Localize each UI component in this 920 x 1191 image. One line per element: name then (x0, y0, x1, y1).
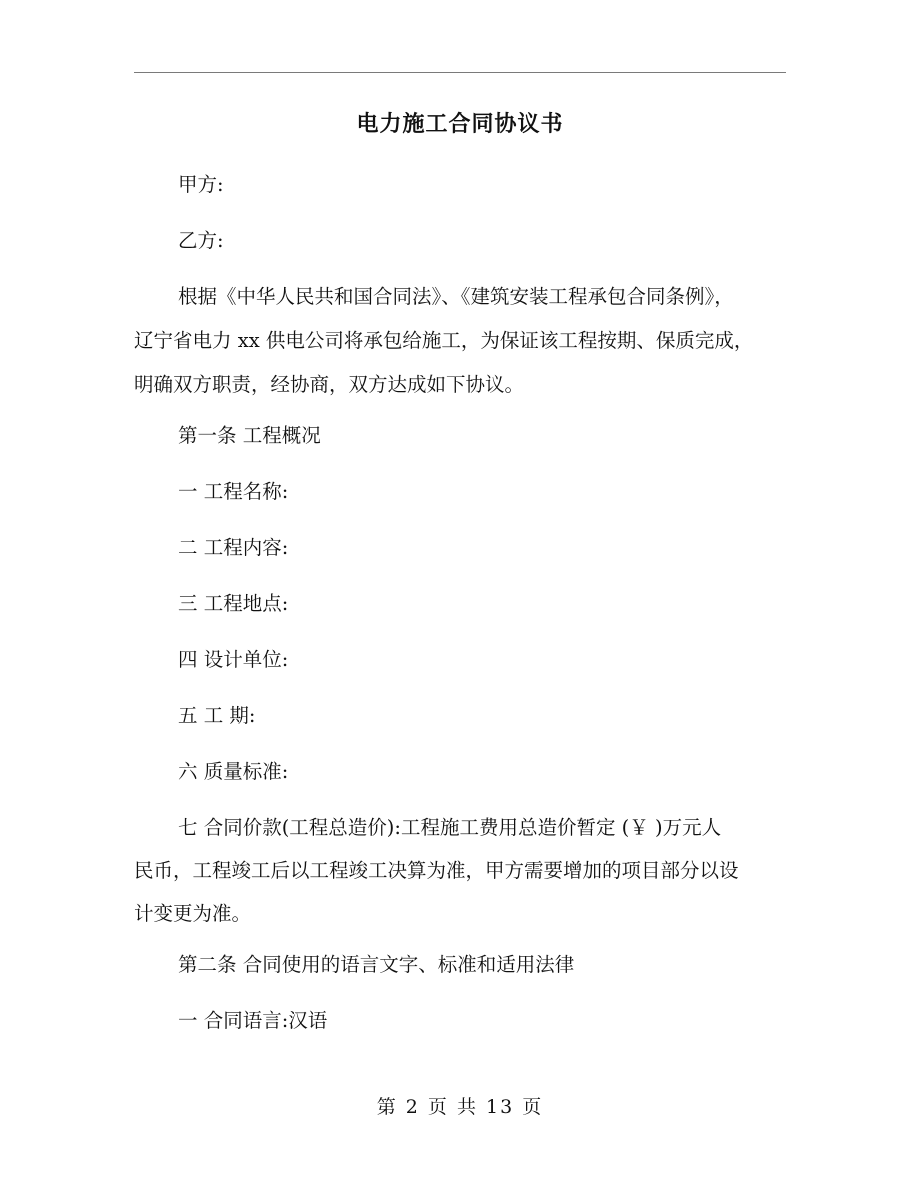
contract-price-line-1: 七 合同价款(工程总造价):工程施工费用总造价暂定 (￥ )万元人 (178, 816, 722, 839)
page-number: 第 2 页 共 13 页 (376, 1096, 544, 1118)
article-1-heading: 第一条 工程概况 (178, 424, 321, 447)
party-a-line: 甲方: (178, 173, 224, 196)
party-b-line: 乙方: (178, 229, 224, 252)
project-content-line: 二 工程内容: (178, 536, 289, 559)
project-location-line: 三 工程地点: (178, 592, 289, 615)
page-title: 电力施工合同协议书 (356, 111, 564, 137)
project-name-line: 一 工程名称: (178, 480, 289, 503)
intro-line-3: 明确双方职责，经协商，双方达成如下协议。 (134, 373, 525, 396)
intro-line-1: 根据《中华人民共和国合同法》、《建筑安装工程承包合同条例》， (178, 285, 734, 308)
quality-standard-line: 六 质量标准: (178, 760, 289, 783)
contract-language-line: 一 合同语言:汉语 (178, 1009, 328, 1032)
intro-line-2: 辽宁省电力 xx 供电公司将承包给施工，为保证该工程按期、保质完成， (134, 329, 754, 352)
duration-line: 五 工 期: (178, 704, 256, 727)
contract-price-line-2: 民币，工程竣工后以工程竣工决算为准，甲方需要增加的项目部分以设 (134, 859, 739, 882)
article-2-heading: 第二条 合同使用的语言文字、标准和适用法律 (178, 953, 575, 976)
contract-price-line-3: 计变更为准。 (134, 902, 252, 925)
header-rule (134, 72, 786, 73)
design-unit-line: 四 设计单位: (178, 648, 289, 671)
